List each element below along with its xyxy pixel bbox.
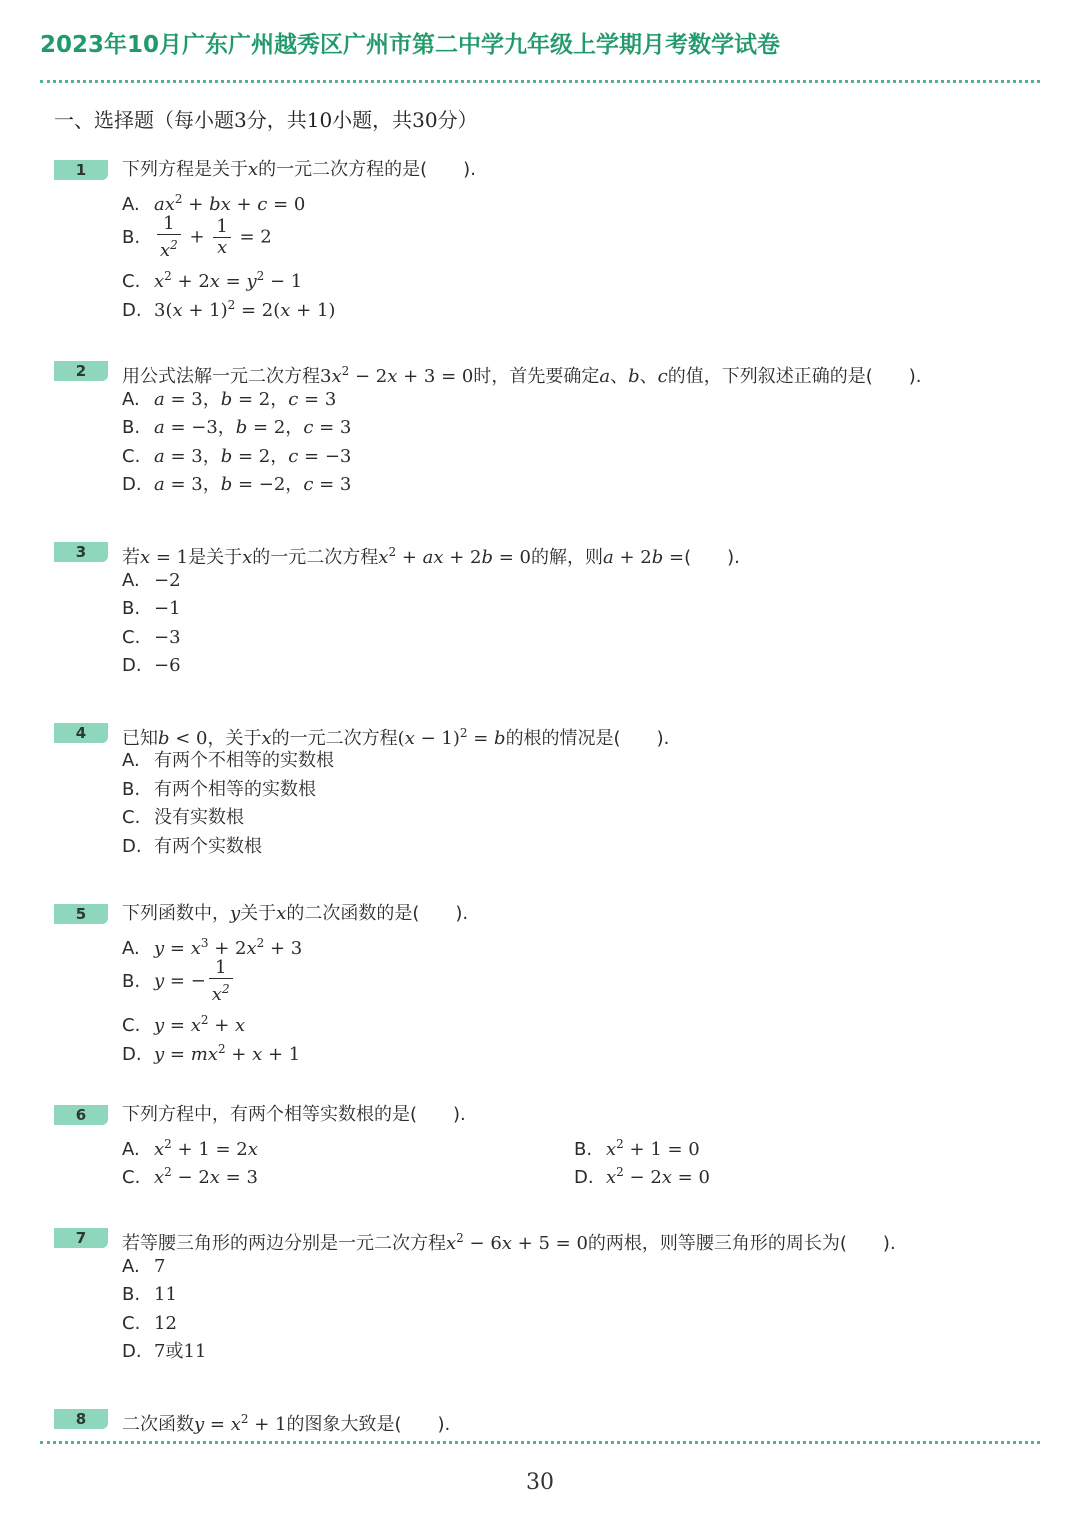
option-c: C. −3 xyxy=(122,627,181,648)
question-stem: 下列方程是关于x的一元二次方程的是( ). xyxy=(122,159,476,180)
question-number-badge: 2 xyxy=(54,361,108,381)
option-a: A. $x^2 + 1 = 2x$ xyxy=(122,1137,258,1160)
option-c: C. 没有实数根 xyxy=(122,807,244,828)
option-c: C. 12 xyxy=(122,1313,177,1334)
bottom-divider xyxy=(40,1441,1040,1444)
question-stem: 若x = 1是关于x的一元二次方程$x^2$ + ax + 2b = 0的解，则a + 2b =( ). xyxy=(122,545,740,568)
page-number: 30 xyxy=(526,1470,554,1495)
question-number-badge: 4 xyxy=(54,723,108,743)
question-stem: 下列函数中，y关于x的二次函数的是( ). xyxy=(122,903,469,924)
question-number-badge: 1 xyxy=(54,160,108,180)
question-number-badge: 5 xyxy=(54,904,108,924)
question-number-badge: 6 xyxy=(54,1105,108,1125)
question-stem: 下列方程中，有两个相等实数根的是( ). xyxy=(122,1104,466,1125)
question-stem: 用公式法解一元二次方程$3x^2 - 2x + 3 = 0$时，首先要确定a、b、c的值，下列叙述正确的是( ). xyxy=(122,364,922,387)
option-c: C. $x^2 + 2x = y^2 - 1$ xyxy=(122,269,303,292)
question-stem: 二次函数$y = x^2 + 1$的图象大致是( ). xyxy=(122,1412,451,1435)
option-a: A. 有两个不相等的实数根 xyxy=(122,750,334,771)
section-heading: 一、选择题（每小题3分，共10小题，共30分） xyxy=(54,108,478,132)
option-a: A. a = 3，b = 2，c = 3 xyxy=(122,389,337,410)
option-d: D. $3(x + 1)^2 = 2(x + 1)$ xyxy=(122,298,336,321)
option-d: D. −6 xyxy=(122,655,181,676)
option-d: D. 有两个实数根 xyxy=(122,836,262,857)
option-d: D. $y = mx^2 + x + 1$ xyxy=(122,1042,301,1065)
option-b: B. 有两个相等的实数根 xyxy=(122,779,316,800)
page-title: 2023年10月广东广州越秀区广州市第二中学九年级上学期月考数学试卷 xyxy=(40,32,781,58)
option-d: D. $x^2 - 2x = 0$ xyxy=(574,1165,710,1188)
option-d: D. 7或11 xyxy=(122,1341,207,1362)
question-number-badge: 7 xyxy=(54,1228,108,1248)
question-stem: 若等腰三角形的两边分别是一元二次方程$x^2 - 6x + 5 = 0$的两根，则等腰三角形的周长为( ). xyxy=(122,1231,896,1254)
question-stem: 已知b < 0，关于x的一元二次方程$(x - 1)^2 = b$的根的情况是( ). xyxy=(122,726,670,749)
top-divider xyxy=(40,80,1040,83)
option-a: A. −2 xyxy=(122,570,181,591)
option-a: A. $ax^2$ + bx + c = 0 xyxy=(122,192,306,215)
option-a: A. 7 xyxy=(122,1256,166,1277)
question-number-badge: 3 xyxy=(54,542,108,562)
option-c: C. $y = x^2 + x$ xyxy=(122,1013,246,1036)
option-a: A. $y = x^3 + 2x^2 + 3$ xyxy=(122,936,303,959)
option-c: C. a = 3，b = 2，c = −3 xyxy=(122,446,352,467)
option-b: B. 11 xyxy=(122,1284,177,1305)
option-b: B. a = −3，b = 2，c = 3 xyxy=(122,417,352,438)
option-b: B. y = − $\frac{1}{x^2}$ xyxy=(122,958,236,1005)
option-b: B. −1 xyxy=(122,598,181,619)
option-b: B. $\frac{1}{x^2}$ + $\frac{1}{x}$ = 2 xyxy=(122,213,272,261)
question-number-badge: 8 xyxy=(54,1409,108,1429)
option-b: B. $x^2 + 1 = 0$ xyxy=(574,1137,700,1160)
option-c: C. $x^2 - 2x = 3$ xyxy=(122,1165,258,1188)
option-d: D. a = 3，b = −2，c = 3 xyxy=(122,474,352,495)
